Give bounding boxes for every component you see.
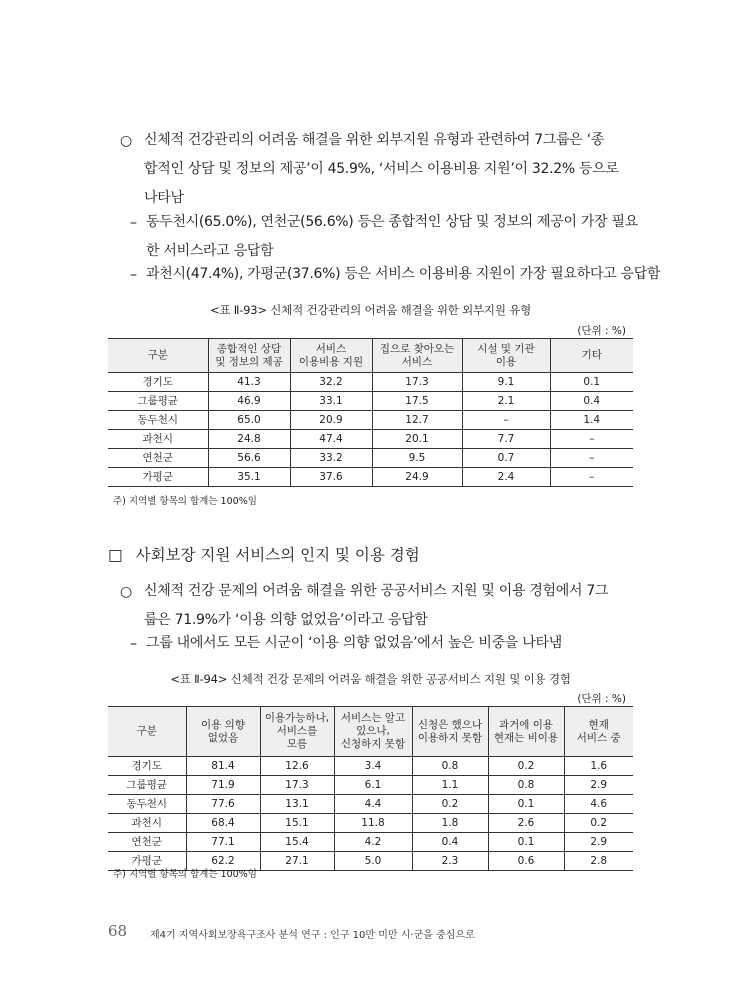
table-cell: 20.1 [372, 430, 462, 449]
table-row [108, 430, 633, 449]
row-label: 동두천시 [108, 795, 186, 814]
table-row [108, 392, 633, 411]
dash-bullet: – [130, 636, 137, 652]
table-caption: <표 Ⅱ-94> 신체적 건강 문제의 어려움 해결을 위한 공공서비스 지원 및 이용 경험 [170, 672, 571, 686]
column-header: 서비스 이용비용 지원 [290, 339, 372, 373]
column-header: 서비스는 알고 있으나, 신청하지 못함 [334, 707, 412, 757]
table-cell: 0.1 [488, 833, 564, 852]
table-cell: 1.6 [564, 757, 633, 776]
table-cell: 62.2 [186, 852, 260, 871]
paragraph-2 [144, 577, 608, 635]
dash-bullet: – [130, 267, 137, 283]
sub-point-1 [146, 208, 638, 266]
support-type-table [108, 338, 633, 487]
table-cell: 12.7 [372, 411, 462, 430]
section-heading [108, 543, 420, 565]
table-cell: 15.4 [260, 833, 334, 852]
table-cell: – [550, 430, 633, 449]
table-cell: 2.3 [412, 852, 488, 871]
table-cell: 7.7 [462, 430, 550, 449]
column-header: 현재 서비스 중 [564, 707, 633, 757]
table-cell: 24.9 [372, 468, 462, 487]
table-cell: 0.8 [488, 776, 564, 795]
table-cell: 0.1 [550, 373, 633, 392]
table-row [108, 373, 633, 392]
page-number: 68 [108, 922, 128, 940]
table-cell: 41.3 [208, 373, 290, 392]
table-cell: 9.5 [372, 449, 462, 468]
column-header: 구분 [108, 339, 208, 373]
table-cell: 56.6 [208, 449, 290, 468]
table-cell: 11.8 [334, 814, 412, 833]
table-cell: 1.1 [412, 776, 488, 795]
row-label: 연천군 [108, 449, 208, 468]
table-cell: 15.1 [260, 814, 334, 833]
row-label: 과천시 [108, 814, 186, 833]
table-cell: 3.4 [334, 757, 412, 776]
table-row [108, 776, 633, 795]
column-header: 기타 [550, 339, 633, 373]
table-cell: 2.9 [564, 776, 633, 795]
table-cell: 27.1 [260, 852, 334, 871]
table-cell: 13.1 [260, 795, 334, 814]
paragraph-line: 신체적 건강 문제의 어려움 해결을 위한 공공서비스 지원 및 이용 경험에서 7그 [144, 583, 609, 599]
paragraph-line: 한 서비스라고 응답함 [146, 243, 274, 259]
dash-bullet: – [130, 215, 137, 231]
row-label: 가평군 [108, 852, 186, 871]
table-cell: 77.6 [186, 795, 260, 814]
table-row [108, 411, 633, 430]
table-cell: 17.5 [372, 392, 462, 411]
table-note: 주) 지역별 항목의 합계는 100%임 [113, 869, 257, 880]
row-label: 과천시 [108, 430, 208, 449]
table-cell: 0.2 [412, 795, 488, 814]
column-header: 집으로 찾아오는 서비스 [372, 339, 462, 373]
table-cell: 2.1 [462, 392, 550, 411]
table-unit: (단위 : %) [577, 325, 626, 337]
table-cell: 47.4 [290, 430, 372, 449]
paragraph-line: 신체적 건강관리의 어려움 해결을 위한 외부지원 유형과 관련하여 7그룹은 ‘종 [144, 132, 605, 148]
table-cell: 0.4 [550, 392, 633, 411]
column-header: 구분 [108, 707, 186, 757]
column-header: 이용가능하나, 서비스를 모름 [260, 707, 334, 757]
row-label: 그룹평균 [108, 392, 208, 411]
table-cell: 4.6 [564, 795, 633, 814]
table-cell: 2.8 [564, 852, 633, 871]
column-header: 이용 의향 없었음 [186, 707, 260, 757]
row-label: 연천군 [108, 833, 186, 852]
table-cell: 4.4 [334, 795, 412, 814]
table-cell: 77.1 [186, 833, 260, 852]
table-cell: 33.1 [290, 392, 372, 411]
table-cell: 71.9 [186, 776, 260, 795]
paragraph-1 [144, 126, 619, 213]
table-caption: <표 Ⅱ-93> 신체적 건강관리의 어려움 해결을 위한 외부지원 유형 [209, 303, 532, 317]
table-cell: 12.6 [260, 757, 334, 776]
table-cell: 4.2 [334, 833, 412, 852]
table-cell: – [550, 468, 633, 487]
sub-point-3 [146, 629, 562, 658]
table-cell: 17.3 [260, 776, 334, 795]
column-header: 신청은 했으나 이용하지 못함 [412, 707, 488, 757]
table-row [108, 814, 633, 833]
table-row [108, 757, 633, 776]
table-cell: 81.4 [186, 757, 260, 776]
table-cell: 0.1 [488, 795, 564, 814]
table-cell: 68.4 [186, 814, 260, 833]
row-label: 가평군 [108, 468, 208, 487]
table-cell: 0.2 [564, 814, 633, 833]
running-footer: 제4기 지역사회보장욕구조사 분석 연구 : 인구 10만 미만 시·군을 중심으로 [150, 930, 475, 941]
table-cell: 2.4 [462, 468, 550, 487]
sub-point-2 [146, 260, 660, 289]
column-header: 과거에 이용 현재는 비이용 [488, 707, 564, 757]
table-cell: 0.2 [488, 757, 564, 776]
table-cell: 33.2 [290, 449, 372, 468]
table-cell: 0.4 [412, 833, 488, 852]
section-title: 사회보장 지원 서비스의 인지 및 이용 경험 [135, 546, 420, 564]
table-cell: 6.1 [334, 776, 412, 795]
table-cell: 0.7 [462, 449, 550, 468]
paragraph-line: 동두천시(65.0%), 연천군(56.6%) 등은 종합적인 상담 및 정보의 제공이 가장 필요 [146, 214, 638, 230]
table-cell: 1.4 [550, 411, 633, 430]
table-cell: 46.9 [208, 392, 290, 411]
table-cell: 20.9 [290, 411, 372, 430]
paragraph-line: 나타남 [144, 190, 184, 206]
row-label: 경기도 [108, 373, 208, 392]
paragraph-line: 그룹 내에서도 모든 시군이 ‘이용 의향 없었음’에서 높은 비중을 나타냄 [146, 635, 562, 651]
table-cell: 9.1 [462, 373, 550, 392]
square-bullet: □ [108, 546, 123, 564]
table-cell: 0.8 [412, 757, 488, 776]
table-cell: – [550, 449, 633, 468]
paragraph-line: 과천시(47.4%), 가평군(37.6%) 등은 서비스 이용비용 지원이 가장 필요하다고 응답함 [146, 266, 661, 282]
table-cell: 2.6 [488, 814, 564, 833]
table-cell: 2.9 [564, 833, 633, 852]
paragraph-line: 룹은 71.9%가 ‘이용 의향 없었음’이라고 응답함 [144, 612, 428, 628]
table-row [108, 795, 633, 814]
table-cell: 35.1 [208, 468, 290, 487]
table-row [108, 833, 633, 852]
paragraph-line: 합적인 상담 및 정보의 제공’이 45.9%, ‘서비스 이용비용 지원’이 32.2% 등으로 [144, 161, 619, 177]
table-cell: 37.6 [290, 468, 372, 487]
circle-bullet: ○ [120, 133, 133, 149]
table-unit: (단위 : %) [577, 693, 626, 705]
circle-bullet: ○ [120, 584, 133, 600]
column-header: 종합적인 상담 및 정보의 제공 [208, 339, 290, 373]
row-label: 경기도 [108, 757, 186, 776]
table-row [108, 449, 633, 468]
row-label: 동두천시 [108, 411, 208, 430]
table-cell: – [462, 411, 550, 430]
table-note: 주) 지역별 항목의 합계는 100%임 [113, 496, 257, 507]
table-cell: 0.6 [488, 852, 564, 871]
table-cell: 65.0 [208, 411, 290, 430]
table-cell: 32.2 [290, 373, 372, 392]
table-cell: 17.3 [372, 373, 462, 392]
row-label: 그룹평균 [108, 776, 186, 795]
table-cell: 24.8 [208, 430, 290, 449]
table-cell: 1.8 [412, 814, 488, 833]
table-cell: 5.0 [334, 852, 412, 871]
service-experience-table [108, 706, 633, 871]
table-row [108, 468, 633, 487]
column-header: 시설 및 기관 이용 [462, 339, 550, 373]
